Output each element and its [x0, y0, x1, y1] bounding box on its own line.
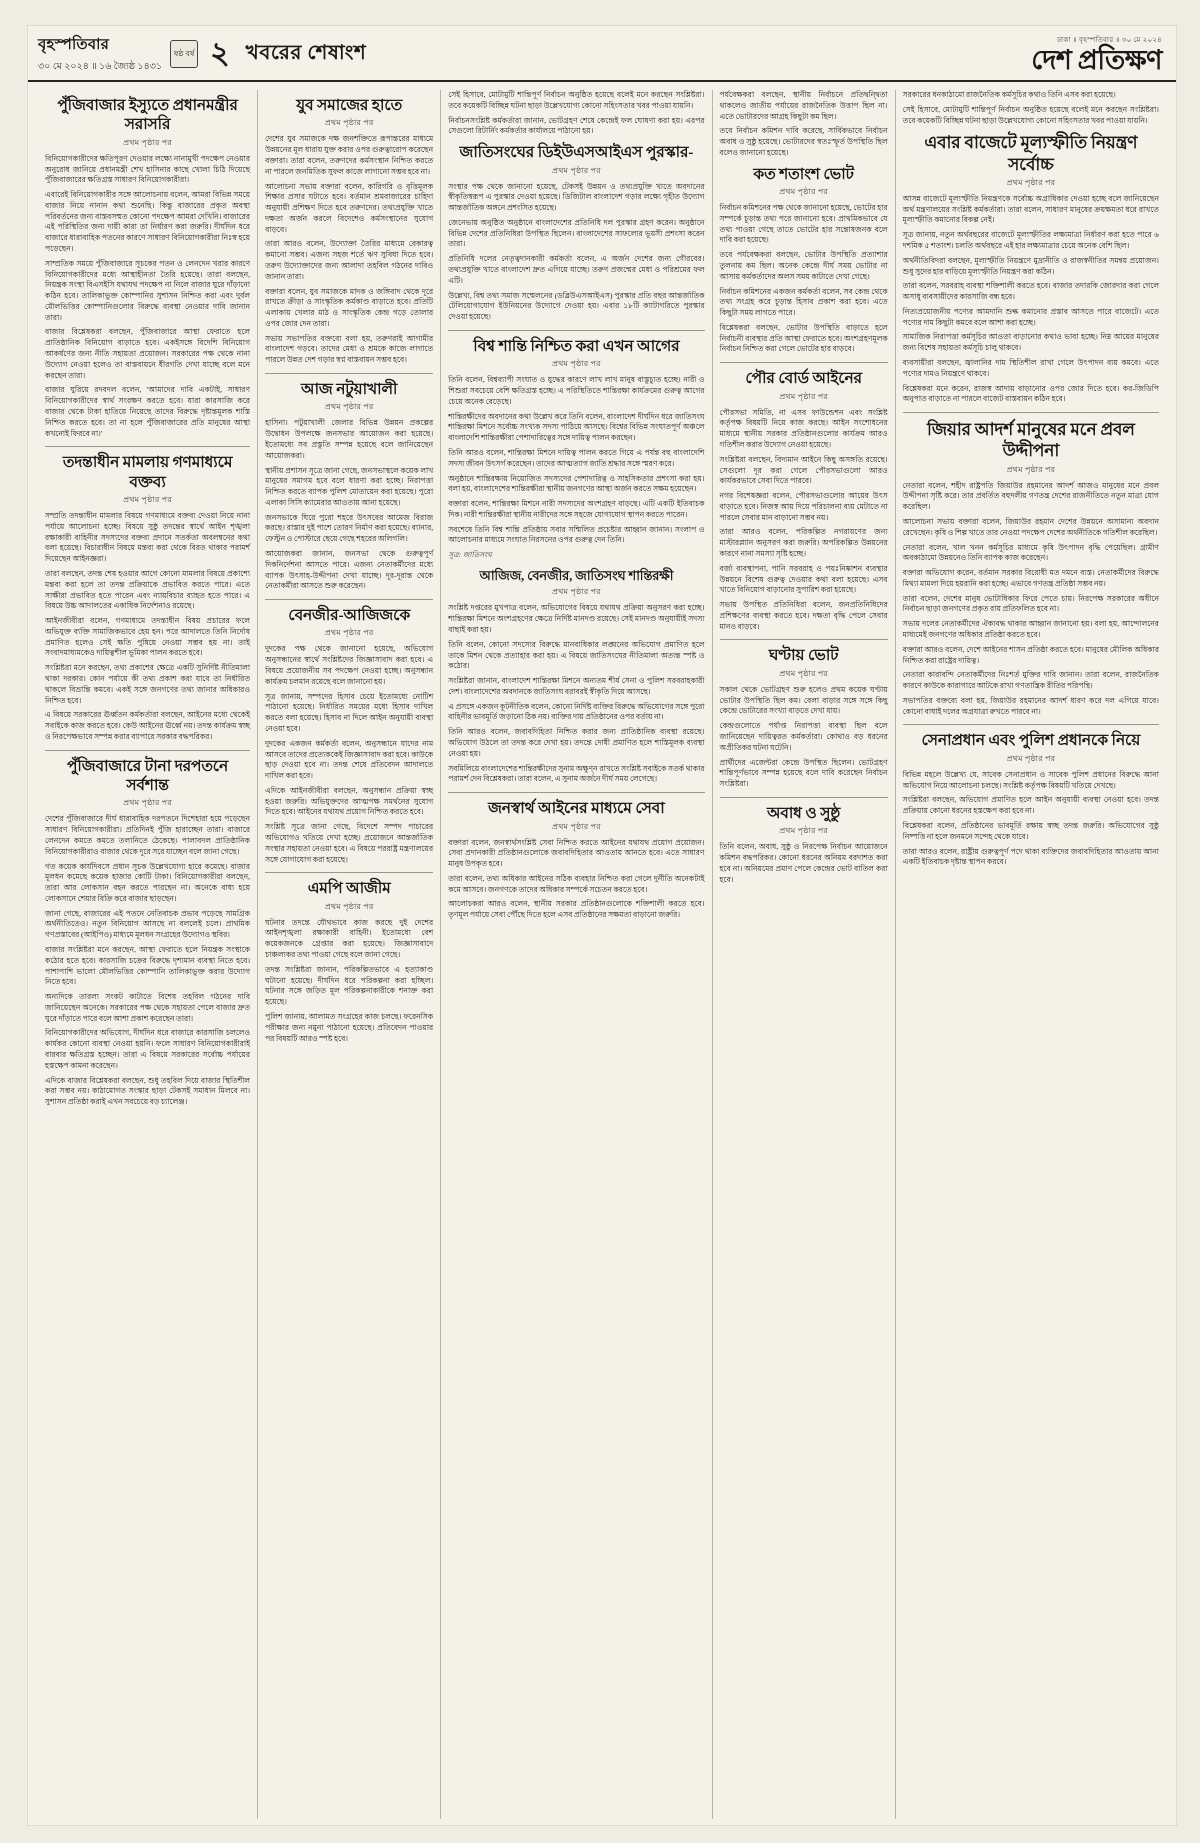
divider	[720, 797, 888, 798]
continuation-note: প্রথম পৃষ্ঠার পর	[1006, 177, 1056, 187]
paragraph: সভায় সভাপতির বক্তব্যে বলা হয়, তরুণরাই আগামীর বাংলাদেশ গড়বে। তাদের মেধা ও শ্রমকে কাজে লাগাতে পারলে উন্নত দেশ গড়ার স্বপ্ন বাস্তবায়ন সম্ভব হবে।	[265, 333, 434, 365]
paragraph: নির্বাচনসংশ্লিষ্ট কর্মকর্তারা জানান, ভোটগ্রহণ শেষে কেন্দ্রেই ফল ঘোষণা করা হয়। এরপর সেগুলো রিটার্নিং কর্মকর্তার কার্যালয়ে পাঠানো হয়।	[448, 115, 705, 136]
column-5	[896, 90, 1166, 1819]
paragraph: সংশ্লিষ্টরা বলছেন, অভিযোগ প্রমাণিত হলে আইন অনুযায়ী ব্যবস্থা নেওয়া হবে। তদন্ত প্রক্রিয়ায় কোনো ধরনের হস্তক্ষেপ করা হবে না।	[902, 795, 1159, 816]
headline: জাতিসংঘের ডিইউএসআইএস পুরস্কার-	[459, 144, 694, 162]
divider	[265, 872, 433, 873]
columns-container	[28, 82, 1176, 1825]
paragraph: গত কয়েক কার্যদিবসে প্রধান সূচক উল্লেখযোগ্য হারে কমেছে। বাজার মূলধন কমেছে কয়েক হাজার কোটি টাকা। বিনিয়োগকারীরা বলছেন, তারা আর লোকসান বহন করতে পারছেন না। অনেকে বাধ্য হয়ে লোকসানে শেয়ার বিক্রি করে বাজার ছাড়ছেন।	[45, 861, 251, 903]
paragraph: অন্যদিকে তারল্য সংকট কাটাতে বিশেষ তহবিল গঠনের দাবি জানিয়েছেন অনেকে। সরকারের পক্ষ থেকে সহায়তা পেলে বাজার দ্রুত ঘুরে দাঁড়াতে পারে বলে আশা প্রকাশ করেছেন তারা।	[45, 992, 251, 1023]
column-1	[38, 90, 258, 1819]
masthead-left	[38, 33, 366, 75]
divider	[448, 792, 704, 793]
paragraph: নির্বাচন কমিশনের একজন কর্মকর্তা বলেন, সব কেন্দ্র থেকে তথ্য সংগ্রহ করে চূড়ান্ত হিসাব প্রকাশ করা হবে। এতে কিছুটা সময় লাগতে পারে।	[719, 286, 888, 318]
continuation-note: প্রথম পৃষ্ঠার পর	[779, 391, 828, 401]
paragraph: সভায় দলের নেতাকর্মীদের ঐক্যবদ্ধ থাকার আহ্বান জানানো হয়। বলা হয়, আন্দোলনের মাধ্যমেই জনগণের অধিকার প্রতিষ্ঠা করতে হবে।	[902, 619, 1159, 639]
paragraph: আলোচনা সভায় বক্তারা বলেন, কারিগরি ও বৃত্তিমূলক শিক্ষার প্রসার ঘটাতে হবে। বর্তমান শ্রমবাজারের চাহিদা অনুযায়ী প্রশিক্ষণ দিতে হবে তরুণদের। তথ্যপ্রযুক্তি খাতে দক্ষতা অর্জন করলে বিদেশেও কর্মসংস্থানের সুযোগ বাড়বে।	[265, 181, 434, 234]
paragraph: নির্বাচন কমিশনের পক্ষ থেকে জানানো হয়েছে, ভোটের হার সম্পর্কে চূড়ান্ত তথ্য পরে জানানো হবে। প্রাথমিকভাবে যে তথ্য পাওয়া গেছে তাতে ভোটের হার সন্তোষজনক বলে দাবি করা হয়েছে।	[719, 203, 888, 245]
paragraph: জনসভাকে ঘিরে পুরো শহরে উৎসবের আমেজ বিরাজ করছে। রাস্তার দুই পাশে তোরণ নির্মাণ করা হয়েছে। ব্যানার, ফেস্টুন ও পোস্টারে ছেয়ে গেছে শহরের অলিগলি।	[265, 512, 434, 544]
paragraph: আয়োজকরা জানান, জনসভা থেকে গুরুত্বপূর্ণ দিকনির্দেশনা আসতে পারে। এজন্য নেতাকর্মীদের মধ্যে ব্যাপক উৎসাহ-উদ্দীপনা দেখা যাচ্ছে। দূর-দূরান্ত থেকে নেতাকর্মীরা আসতে শুরু করেছেন।	[265, 548, 434, 591]
paragraph: পুলিশ জানায়, আলামত সংগ্রহের কাজ চলছে। ফরেনসিক পরীক্ষার জন্য নমুনা পাঠানো হয়েছে। প্রতিবেদন পাওয়ার পর বিষয়টি আরও স্পষ্ট হবে।	[265, 1011, 434, 1043]
paragraph: তিনি বলেন, অবাধ, সুষ্ঠু ও নিরপেক্ষ নির্বাচন আয়োজনে কমিশন বদ্ধপরিকর। কোনো ধরনের অনিয়ম বরদাশত করা হবে না। অনিয়মের প্রমাণ পেলে কেন্দ্রের ভোট বাতিল করা হবে।	[719, 842, 888, 884]
headline: পুঁজিবাজারে টানা দরপতনে সর্বশান্ত	[67, 757, 229, 795]
continuation-note: প্রথম পৃষ্ঠার পর	[324, 118, 374, 128]
section-title: খবরের শেষাংশ	[245, 41, 367, 64]
paragraph: তারা বলেন, সরবরাহ ব্যবস্থা শক্তিশালী করতে হবে। বাজার তদারকি জোরদার করা গেলে অসাধু ব্যবসায়ীদের কারসাজি বন্ধ হবে।	[902, 281, 1159, 302]
paragraph: নেতারা বলেন, শহীদ রাষ্ট্রপতি জিয়াউর রহমানের আদর্শ আজও মানুষের মনে প্রবল উদ্দীপনা সৃষ্টি করে। তার প্রবর্তিত বহুদলীয় গণতন্ত্র দেশের রাজনীতিতে নতুন মাত্রা যোগ করেছিল।	[902, 480, 1159, 512]
paragraph: হাসিনা। পটুয়াখালী জেলার বিভিন্ন উন্নয়ন প্রকল্পের উদ্বোধন উপলক্ষে জনসভার আয়োজন করা হয়েছে। ইতোমধ্যে সব প্রস্তুতি সম্পন্ন হয়েছে বলে জানিয়েছেন আয়োজকরা।	[265, 418, 434, 460]
paragraph: দুদকের পক্ষ থেকে জানানো হয়েছে, অভিযোগ অনুসন্ধানের স্বার্থে সংশ্লিষ্টদের জিজ্ঞাসাবাদ করা হবে। এ বিষয়ে প্রয়োজনীয় সব পদক্ষেপ নেওয়া হচ্ছে। অনুসন্ধান কার্যক্রম চলমান রয়েছে বলে জানানো হয়।	[265, 644, 434, 686]
divider	[720, 639, 888, 640]
masthead-date: ৩০ মে ২০২৪ ॥ ১৬ জ্যৈষ্ঠ ১৪৩১	[38, 62, 163, 72]
paragraph: সকাল থেকে ভোটগ্রহণ শুরু হলেও প্রথম কয়েক ঘণ্টায় ভোটার উপস্থিতি ছিল কম। বেলা বাড়ার সঙ্গে সঙ্গে কিছু কেন্দ্রে ভোটারের সংখ্যা বাড়তে দেখা যায়।	[719, 684, 888, 716]
paragraph: আসন্ন বাজেটে মূল্যস্ফীতি নিয়ন্ত্রণকে সর্বোচ্চ অগ্রাধিকার দেওয়া হচ্ছে বলে জানিয়েছেন অর্থ মন্ত্রণালয়ের সংশ্লিষ্ট কর্মকর্তারা। তারা বলেন, সাধারণ মানুষের ক্রয়ক্ষমতা ধরে রাখতে মূল্যস্ফীতি কমানোর বিকল্প নেই।	[902, 193, 1159, 225]
paragraph: কেন্দ্রগুলোতে পর্যাপ্ত নিরাপত্তা ব্যবস্থা ছিল বলে জানিয়েছেন দায়িত্বরত কর্মকর্তারা। কোথাও বড় ধরনের অপ্রীতিকর ঘটনা ঘটেনি।	[719, 721, 888, 752]
divider	[265, 599, 433, 600]
paragraph: জেনেভায় অনুষ্ঠিত অনুষ্ঠানে বাংলাদেশের প্রতিনিধি দল পুরস্কার গ্রহণ করেন। অনুষ্ঠানে বিভিন্ন দেশের প্রতিনিধিরা উপস্থিত ছিলেন। বাংলাদেশের সাফল্যের ভূয়সী প্রশংসা করেন তারা।	[448, 217, 705, 249]
paragraph: শান্তিরক্ষীদের অবদানের কথা উল্লেখ করে তিনি বলেন, বাংলাদেশ দীর্ঘদিন ধরে জাতিসংঘ শান্তিরক্ষা মিশনে সর্বোচ্চ সংখ্যক সদস্য পাঠিয়ে আসছে। বিশ্বের বিভিন্ন সংঘাতপূর্ণ অঞ্চলে বাংলাদেশি শান্তিরক্ষীরা পেশাদারিত্বের সঙ্গে দায়িত্ব পালন করছেন।	[448, 411, 705, 443]
article-a4	[265, 96, 433, 366]
divider	[903, 412, 1159, 413]
paragraph: সূত্র জানায়, নতুন অর্থবছরের বাজেটে মূল্যস্ফীতির লক্ষ্যমাত্রা নির্ধারণ করা হতে পারে ৬ দশমিক ৫ শতাংশ। চলতি অর্থবছরে এই হার লক্ষ্যমাত্রার চেয়ে অনেক বেশি ছিল।	[902, 230, 1159, 250]
brand-subline: ঢাকা ॥ বৃহস্পতিবার ॥ ৩০ মে ২০২৪	[1057, 36, 1162, 44]
paragraph: বক্তারা বলেন, জনস্বার্থসংশ্লিষ্ট সেবা নিশ্চিত করতে আইনের যথাযথ প্রয়োগ প্রয়োজন। সেবা প্রদানকারী প্রতিষ্ঠানগুলোকে জবাবদিহিতার আওতায় আনতে হবে। এতে সাধারণ মানুষ উপকৃত হবে।	[448, 837, 705, 869]
headline: এমপি আজীম	[307, 880, 391, 898]
paragraph: পৌরসভা সমিতি, না এসব ফাউন্ডেশন এবং সংশ্লিষ্ট কর্তৃপক্ষ বিষয়টি নিয়ে কাজ করছে। আইন সংশোধনের মাধ্যমে স্থানীয় সরকার প্রতিষ্ঠানগুলোর কার্যক্রম আরও গতিশীল করার উদ্যোগ নেওয়া হয়েছে।	[719, 407, 888, 449]
paragraph: প্রার্থীদের এজেন্টরা কেন্দ্রে উপস্থিত ছিলেন। ভোটগ্রহণ শান্তিপূর্ণভাবে সম্পন্ন হয়েছে বলে দাবি করেছেন নির্বাচন সংশ্লিষ্টরা।	[719, 757, 888, 789]
divider	[903, 724, 1159, 725]
paragraph: তারা আরও বলেন, পরিকল্পিত নগরায়ণের জন্য মাস্টারপ্ল্যান অনুসরণ করা জরুরি। অপরিকল্পিত উন্নয়নের কারণে নানা সমস্যা সৃষ্টি হচ্ছে।	[719, 527, 888, 558]
continuation-note: প্রথম পৃষ্ঠার পর	[123, 495, 172, 505]
paragraph: প্রতিনিধি দলের নেতৃত্বদানকারী কর্মকর্তা বলেন, এ অর্জন দেশের জন্য গৌরবের। তথ্যপ্রযুক্তি খাতে বাংলাদেশ দ্রুত এগিয়ে যাচ্ছে। তরুণ প্রজন্মের মেধা ও পরিশ্রমের ফল এটি।	[448, 254, 705, 285]
paragraph: বিনিয়োগকারীদের অভিযোগ, দীর্ঘদিন ধরে বাজারে কারসাজি চললেও কার্যকর কোনো ব্যবস্থা নেওয়া হয়নি। ফলে সাধারণ বিনিয়োগকারীরাই বারবার ক্ষতিগ্রস্ত হচ্ছেন। তারা এ বিষয়ে সরকারের সর্বোচ্চ পর্যায়ের হস্তক্ষেপ কামনা করেছেন।	[45, 1028, 251, 1070]
divider	[448, 330, 704, 331]
paragraph: সংশ্লিষ্ট সূত্রে জানা গেছে, বিদেশে সম্পদ পাচারের অভিযোগও খতিয়ে দেখা হচ্ছে। প্রয়োজনে আন্তর্জাতিক সংস্থার সহায়তা নেওয়া হবে। এ বিষয়ে পররাষ্ট্র মন্ত্রণালয়ের সঙ্গে যোগাযোগ করা হয়েছে।	[265, 822, 434, 864]
continuation-note: প্রথম পৃষ্ঠার পর	[779, 826, 828, 836]
paragraph: তিনি আরও বলেন, জবাবদিহিতা নিশ্চিত করার জন্য প্রাতিষ্ঠানিক ব্যবস্থা রয়েছে। অভিযোগ উঠলে তা তদন্ত করে দেখা হয়। তদন্তে দোষী প্রমাণিত হলে শাস্তিমূলক ব্যবস্থা নেওয়া হয়।	[448, 727, 705, 758]
article-a8	[448, 143, 704, 323]
paragraph: বক্তারা অভিযোগ করেন, বর্তমান সরকার বিরোধী মত দমনে ব্যস্ত। নেতাকর্মীদের বিরুদ্ধে মিথ্যা মামলা দিয়ে হয়রানি করা হচ্ছে। এভাবে গণতন্ত্র প্রতিষ্ঠা সম্ভব নয়।	[902, 568, 1159, 588]
paragraph: ব্যবসায়ীরা বলছেন, জ্বালানির দাম স্থিতিশীল রাখা গেলে উৎপাদন ব্যয় কমবে। এতে পণ্যের দামও নিয়ন্ত্রণে থাকবে।	[902, 358, 1159, 378]
paragraph: বিশ্লেষকরা মনে করেন, রাজস্ব আদায় বাড়ানোর ওপর জোর দিতে হবে। কর-জিডিপি অনুপাত বাড়াতে না পারলে বাজেট বাস্তবায়ন কঠিন হবে।	[902, 383, 1159, 404]
masthead-day: বৃহস্পতিবার	[38, 37, 110, 53]
paragraph: সংশ্লিষ্ট দপ্তরের মুখপাত্র বলেন, অভিযোগের বিষয়ে যথাযথ প্রক্রিয়া অনুসরণ করা হচ্ছে। শান্তিরক্ষা মিশনে অংশগ্রহণের ক্ষেত্রে নির্দিষ্ট মানদণ্ড রয়েছে। সেই মানদণ্ড অনুযায়ীই সদস্য বাছাই করা হয়।	[448, 603, 705, 634]
divider	[45, 750, 250, 751]
page-sheet	[28, 26, 1176, 1825]
continuation-note: প্রথম পৃষ্ঠার পর	[551, 587, 601, 597]
paragraph: বাজার সংশ্লিষ্টরা মনে করছেন, আস্থা ফেরাতে হলে নিয়ন্ত্রক সংস্থাকে কঠোর হতে হবে। কারসাজি চক্রের বিরুদ্ধে দৃশ্যমান ব্যবস্থা নিতে হবে। পাশাপাশি ভালো মৌলভিত্তির কোম্পানি তালিকাভুক্ত করার উদ্যোগ নিতে হবে।	[45, 945, 251, 987]
continuation-note: প্রথম পৃষ্ঠার পর	[551, 821, 601, 831]
headline: কত শতাংশ ভোট	[753, 165, 854, 183]
continuation-note: প্রথম পৃষ্ঠার পর	[779, 668, 828, 678]
paragraph: সামাজিক নিরাপত্তা কর্মসূচির আওতা বাড়ানোর কথাও ভাবা হচ্ছে। নিম্ন আয়ের মানুষের জন্য বিশেষ সহায়তা কর্মসূচি চালু থাকবে।	[902, 332, 1159, 353]
article-a10	[448, 568, 704, 785]
paragraph: পর্যবেক্ষকরা বলছেন, স্থানীয় নির্বাচনে প্রতিদ্বন্দ্বিতা থাকলেও জাতীয় পর্যায়ের রাজনৈতিক উত্তাপ ছিল না। এতে ভোটারদের আগ্রহ কিছুটা কম ছিল।	[719, 90, 888, 121]
paragraph: সভায় উপস্থিত প্রতিনিধিরা বলেন, জনপ্রতিনিধিদের প্রশিক্ষণের ব্যবস্থা করতে হবে। দক্ষতা বৃদ্ধি পেলে সেবার মানও বাড়বে।	[719, 600, 888, 631]
continuation-note: প্রথম পৃষ্ঠার পর	[324, 901, 374, 911]
divider	[45, 446, 250, 447]
article-a3	[45, 757, 250, 1108]
divider	[265, 373, 433, 374]
masthead-right	[1031, 34, 1162, 74]
headline: তদন্তাধীন মামলায় গণমাধ্যমে বক্তব্য	[62, 454, 233, 491]
paragraph: নেতারা কারাবন্দি নেতাকর্মীদের নিঃশর্ত মুক্তির দাবি জানান। তারা বলেন, রাজনৈতিক কারণে কাউকে কারাগারে আটকে রাখা গণতান্ত্রিক রীতির পরিপন্থি।	[902, 670, 1159, 691]
paragraph: বিনিয়োগকারীদের ক্ষতিপূরণ দেওয়ার লক্ষ্যে নানামুখী পদক্ষেপ নেওয়ার অনুরোধ জানিয়ে প্রধানমন্ত্রী শেখ হাসিনার কাছে খোলা চিঠি দিয়েছে পুঁজিবাজারের ক্ষতিগ্রস্ত সাধারণ বিনিয়োগকারীরা।	[45, 153, 251, 185]
headline: বেনজীর-আজিজকে	[288, 607, 410, 625]
paragraph: অর্থনীতিবিদরা বলছেন, মূল্যস্ফীতি নিয়ন্ত্রণে মুদ্রানীতি ও রাজস্বনীতির সমন্বয় প্রয়োজন। শুধু সুদের হার বাড়িয়ে মূল্যস্ফীতি নিয়ন্ত্রণ করা কঠিন।	[902, 255, 1159, 276]
paragraph: এ বিষয়ে সরকারের ঊর্ধ্বতন কর্মকর্তারা বলছেন, আইনের মধ্যে থেকেই সবাইকে কাজ করতে হবে। কেউ আইনের ঊর্ধ্বে নয়। তদন্ত কার্যক্রম স্বচ্ছ ও নিরপেক্ষভাবে সম্পন্ন করার ব্যাপারে সরকার বদ্ধপরিকর।	[45, 710, 251, 741]
article-a11	[448, 799, 704, 921]
paragraph: তদন্ত সংশ্লিষ্টরা জানান, পরিকল্পিতভাবে এ হত্যাকাণ্ড ঘটানো হয়েছে। দীর্ঘদিন ধরে পরিকল্পনা করা হচ্ছিল। ঘটনার সঙ্গে জড়িত মূল পরিকল্পনাকারীকে শনাক্ত করা হয়েছে।	[265, 964, 434, 1007]
paragraph: ঘটনার তদন্তে যৌথভাবে কাজ করছে দুই দেশের আইনশৃঙ্খলা রক্ষাকারী বাহিনী। ইতোমধ্যে বেশ কয়েকজনকে গ্রেপ্তার করা হয়েছে। জিজ্ঞাসাবাদে চাঞ্চল্যকর তথ্য পাওয়া গেছে বলে জানা গেছে।	[265, 917, 434, 960]
paragraph: সেই হিসাবে, মোটামুটি শান্তিপূর্ণ নির্বাচন অনুষ্ঠিত হয়েছে বলেই মনে করছেন সংশ্লিষ্টরা। তবে কয়েকটি বিচ্ছিন্ন ঘটনা ছাড়া উল্লেখযোগ্য কোনো সহিংসতার খবর পাওয়া যায়নি।	[902, 104, 1159, 125]
paragraph: এ প্রসঙ্গে একজন কূটনীতিক বলেন, কোনো নির্দিষ্ট ব্যক্তির বিরুদ্ধে অভিযোগের সঙ্গে পুরো বাহিনীর ভাবমূর্তি জড়ানো ঠিক নয়। ব্যক্তির দায় প্রতিষ্ঠানের ওপর বর্তায় না।	[448, 701, 705, 722]
paragraph: সূত্র জানায়, সম্পদের হিসাব চেয়ে ইতোমধ্যে নোটিশ পাঠানো হয়েছে। নির্ধারিত সময়ের মধ্যে হিসাব দাখিল করতে বলা হয়েছে। হিসাব না দিলে আইন অনুযায়ী ব্যবস্থা নেওয়া হবে।	[265, 691, 434, 733]
headline: এবার বাজেটে মূল্যস্ফীতি নিয়ন্ত্রণ সর্বোচ্চ	[924, 133, 1138, 174]
article-a6	[265, 606, 433, 865]
paragraph: তিনি বলেন, কোনো সদস্যের বিরুদ্ধে মানবাধিকার লঙ্ঘনের অভিযোগ প্রমাণিত হলে তাকে মিশন থেকে প্রত্যাহার করা হয়। এ বিষয়ে জাতিসংঘের নীতিমালা অত্যন্ত স্পষ্ট ও কঠোর।	[448, 639, 705, 671]
article-a1	[45, 96, 250, 439]
paragraph: সভাপতির বক্তব্যে বলা হয়, জিয়াউর রহমানের আদর্শ ধারণ করে দল এগিয়ে যাবে। কোনো বাধাই দলের অগ্রযাত্রা রুখতে পারবে না।	[902, 695, 1159, 716]
column-3	[441, 90, 712, 1819]
paragraph: সংশ্লিষ্টরা জানান, বাংলাদেশ শান্তিরক্ষা মিশনে অন্যতম শীর্ষ সেনা ও পুলিশ সরবরাহকারী দেশ। বাংলাদেশের অবদানকে জাতিসংঘ বরাবরই স্বীকৃতি দিয়ে আসছে।	[448, 676, 705, 696]
paragraph: নিত্যপ্রয়োজনীয় পণ্যের আমদানি শুল্ক কমানোর প্রস্তাব আসতে পারে বাজেটে। এতে পণ্যের দাম কিছুটা কমবে বলে আশা করা হচ্ছে।	[902, 306, 1159, 327]
continuation-note: প্রথম পৃষ্ঠার পর	[1006, 464, 1056, 474]
article-a5	[265, 380, 433, 592]
headline: আজ নটুয়াখালী	[301, 381, 398, 398]
article-a9	[448, 337, 704, 562]
paragraph: তবে নির্বাচন কমিশন দাবি করেছে, সার্বিকভাবে নির্বাচন অবাধ ও সুষ্ঠু হয়েছে। ভোটারদের স্বতঃস্ফূর্ত উপস্থিতি ছিল বলেও জানানো হয়েছে।	[719, 126, 888, 157]
paragraph: উল্লেখ্য, বিশ্ব তথ্য সমাজ সম্মেলনের (ডব্লিউএসআইএস) পুরস্কার প্রতি বছর আন্তর্জাতিক টেলিযোগাযোগ ইউনিয়নের উদ্যোগে দেওয়া হয়। এবার ১৮টি ক্যাটাগরিতে পুরস্কার দেওয়া হয়েছে।	[448, 290, 705, 322]
article-a7	[265, 879, 433, 1044]
paragraph: তারা আরও বলেন, উদ্যোক্তা তৈরির মাধ্যমে বেকারত্ব কমানো সম্ভব। এজন্য সহজ শর্তে ঋণ সুবিধা দিতে হবে। তরুণ উদ্যোক্তাদের জন্য আলাদা তহবিল গঠনের দাবিও জানান তারা।	[265, 239, 434, 281]
paragraph: তবে পর্যবেক্ষকরা বলছেন, ভোটার উপস্থিতি প্রত্যাশার তুলনায় কম ছিল। অনেক কেন্দ্রে দীর্ঘ সময় ভোটার না আসায় কর্মকর্তাদের অলস সময় কাটাতে দেখা গেছে।	[719, 250, 888, 281]
paragraph: তারা আরও বলেন, রাষ্ট্রীয় গুরুত্বপূর্ণ পদে থাকা ব্যক্তিদের জবাবদিহিতার আওতায় আনা একটি ইতিবাচক দৃষ্টান্ত স্থাপন করবে।	[902, 846, 1159, 867]
continuation-note: প্রথম পৃষ্ঠার পর	[324, 628, 374, 638]
article-a14	[720, 646, 888, 789]
paragraph: অনুষ্ঠানে শান্তিরক্ষায় নিয়োজিত সদস্যদের পেশাদারিত্ব ও সাহসিকতার প্রশংসা করা হয়। বলা হয়, বাংলাদেশের শান্তিরক্ষীরা স্থানীয় জনগণের আস্থা অর্জন করতে সক্ষম হয়েছেন।	[448, 473, 705, 494]
paragraph: দেশের পুঁজিবাজারে দীর্ঘ ধারাবাহিক দরপতনে দিশেহারা হয়ে পড়েছেন সাধারণ বিনিয়োগকারীরা। প্রতিদিনই পুঁজি হারাচ্ছেন তারা। বাজারে লেনদেন কমতে কমতে তলানিতে ঠেকেছে। পালাবদল প্রাতিষ্ঠানিক বিনিয়োগকারীরাও বাজার থেকে দূরে সরে যাচ্ছেন বলে জানা গেছে।	[45, 814, 251, 856]
paragraph: তিনি বলেন, বিশ্বব্যাপী সংঘাত ও যুদ্ধের কারণে লাখ লাখ মানুষ বাস্তুচ্যুত হচ্ছে। নারী ও শিশুরা সবচেয়ে বেশি ক্ষতিগ্রস্ত হচ্ছে। এ পরিস্থিতিতে শান্তিরক্ষা কার্যক্রমের গুরুত্ব আগের চেয়ে অনেক বেড়েছে।	[448, 375, 705, 406]
paragraph: সবমিলিয়ে বাংলাদেশের শান্তিরক্ষীদের সুনাম অক্ষুণ্ন রাখতে সংশ্লিষ্ট সবাইকে সতর্ক থাকার পরামর্শ দেন বিশ্লেষকরা। তারা বলেন, এ সুনাম অর্জনে দীর্ঘ সময় লেগেছে।	[448, 763, 705, 784]
paragraph: বিভিন্ন মহলে উল্লেখ্য যে, সাবেক সেনাপ্রধান ও সাবেক পুলিশ প্রধানের বিরুদ্ধে আনা অভিযোগ নিয়ে আলোচনা চলছে। সংশ্লিষ্ট কর্তৃপক্ষ বিষয়টি খতিয়ে দেখছে।	[902, 769, 1159, 790]
paragraph: তিনি আরও বলেন, শান্তিরক্ষা মিশনে দায়িত্ব পালন করতে গিয়ে এ পর্যন্ত বহু বাংলাদেশি সদস্য জীবন উৎসর্গ করেছেন। তাদের আত্মত্যাগ জাতি শ্রদ্ধার সঙ্গে স্মরণ করে।	[448, 447, 705, 468]
article-a15	[720, 804, 888, 886]
article-a2	[45, 453, 250, 742]
headline: পুঁজিবাজার ইস্যুতে প্রধানমন্ত্রীর সরাসরি	[57, 97, 238, 134]
paragraph: বক্তারা বলেন, যুব সমাজকে মাদক ও জঙ্গিবাদ থেকে দূরে রাখতে ক্রীড়া ও সাংস্কৃতিক কর্মকাণ্ড বাড়াতে হবে। প্রতিটি এলাকায় খেলার মাঠ ও সাংস্কৃতিক কেন্দ্র গড়ে তোলার ওপর জোর দেন তারা।	[265, 286, 434, 328]
masthead	[28, 26, 1176, 82]
paragraph: বাজার ঘুরিয়ে রদবদল বলেন, 'আমাদের দাবি একটাই, সাধারণ বিনিয়োগকারীদের স্বার্থ সংরক্ষণ করতে হবে। যারা কারসাজি করে বাজার থেকে টাকা হাতিয়ে নিয়েছে তাদের বিরুদ্ধে দৃষ্টান্তমূলক শাস্তি নিশ্চিত করতে হবে। তা না হলে পুঁজিবাজারের প্রতি মানুষের আস্থা কখনোই ফিরবে না।'	[45, 385, 251, 438]
paragraph: জানা গেছে, বাজারের এই পতনে নেতিবাচক প্রভাব পড়েছে সামগ্রিক অর্থনীতিতেও। নতুন বিনিয়োগ আসছে না বললেই চলে। প্রাথমিক গণপ্রস্তাবের (আইপিও) মাধ্যমে মূলধন সংগ্রহের উদ্যোগও স্থবির।	[45, 908, 251, 940]
masthead-daybox	[38, 33, 162, 75]
headline: আজিজ, বেনজীর, জাতিসংঘ শান্তিরক্ষী	[479, 568, 674, 584]
headline: জিয়ার আদর্শ মানুষের মনে প্রবল উদ্দীপনা	[926, 420, 1135, 461]
paragraph: তারা বলেন, দেশের মানুষ ভোটাধিকার ফিরে পেতে চায়। নিরপেক্ষ সরকারের অধীনে নির্বাচন ছাড়া জনগণের প্রকৃত রায় প্রতিফলিত হবে না।	[902, 593, 1159, 614]
paragraph: তারা বলেন, তথ্য অধিকার আইনের সঠিক ব্যবহার নিশ্চিত করা গেলে দুর্নীতি অনেকটাই কমে আসবে। জনগণকে তাদের অধিকার সম্পর্কে সচেতন করতে হবে।	[448, 873, 705, 894]
paragraph: সবশেষে তিনি বিশ্ব শান্তি প্রতিষ্ঠায় সবার সম্মিলিত প্রচেষ্টার আহ্বান জানান। সংলাপ ও আলোচনার মাধ্যমে সংঘাত নিরসনের ওপর গুরুত্ব দেন তিনি।	[448, 524, 705, 545]
paragraph: নেতারা বলেন, খাল খনন কর্মসূচির মাধ্যমে কৃষি উৎপাদন বৃদ্ধি পেয়েছিল। গ্রামীণ অবকাঠামো উন্নয়নেও তিনি ব্যাপক কাজ করেছেন।	[902, 542, 1159, 563]
paragraph: দুদকের একজন কর্মকর্তা বলেন, অনুসন্ধানে যাদের নাম আসবে তাদের প্রত্যেককেই জিজ্ঞাসাবাদ করা হবে। কাউকে ছাড় দেওয়া হবে না। তদন্ত শেষে প্রতিবেদন আদালতে দাখিল করা হবে।	[265, 738, 434, 781]
paragraph: আলোচনা সভায় বক্তারা বলেন, জিয়াউর রহমান দেশের উন্নয়নে অসামান্য অবদান রেখেছেন। কৃষি ও শিল্প খাতে তার নেওয়া পদক্ষেপ দেশের অর্থনীতিকে গতিশীল করেছিল।	[902, 516, 1159, 537]
paragraph: নগর বিশেষজ্ঞরা বলেন, পৌরসভাগুলোর আয়ের উৎস বাড়াতে হবে। নিজস্ব আয় দিয়ে পরিচালনা ব্যয় মেটাতে না পারলে সেবার মান বাড়ানো সম্ভব নয়।	[719, 491, 888, 522]
headline: বিশ্ব শান্তি নিশ্চিত করা এখন আগের	[473, 337, 680, 355]
continuation-note: প্রথম পৃষ্ঠার পর	[123, 137, 172, 147]
paragraph: আইনজীবীরা বলেন, গণমাধ্যমে তদন্তাধীন বিষয় প্রচারের ফলে অভিযুক্ত ব্যক্তি সামাজিকভাবে হেয় হন। পরে আদালতে তিনি নির্দোষ প্রমাণিত হলেও সেই ক্ষতি পুষিয়ে নেওয়া সম্ভব হয় না। তাই সংবাদমাধ্যমকেও দায়িত্বশীল ভূমিকা পালন করতে হবে।	[45, 616, 251, 658]
page-number: ২	[210, 37, 230, 70]
paragraph: এদিকে আইনজীবীরা বলছেন, অনুসন্ধান প্রক্রিয়া স্বচ্ছ হওয়া জরুরি। অভিযুক্তদের আত্মপক্ষ সমর্থনের সুযোগ দিতে হবে। আইনের যথাযথ প্রয়োগ নিশ্চিত করতে হবে।	[265, 785, 434, 817]
headline: পৌর বোর্ড আইনের	[745, 370, 862, 388]
headline: জনস্বাৰ্থ আইনের মাধ্যমে সেবা	[488, 800, 665, 818]
article-a18	[903, 731, 1159, 868]
paragraph: বর্জ্য ব্যবস্থাপনা, পানি সরবরাহ ও পয়ঃনিষ্কাশন ব্যবস্থার উন্নয়নে বিশেষ গুরুত্ব দেওয়ার কথা বলা হয়েছে। এসব খাতে বিনিয়োগ বাড়ানোর সুপারিশ করা হয়েছে।	[719, 563, 888, 595]
paragraph: আলোচকরা আরও বলেন, স্থানীয় সরকার প্রতিষ্ঠানগুলোকে শক্তিশালী করতে হবে। তৃণমূল পর্যায়ে সেবা পৌঁছে দিতে হলে এসব প্রতিষ্ঠানের সক্ষমতা বাড়ানো জরুরি।	[448, 899, 705, 920]
paragraph: স্থানীয় প্রশাসন সূত্রে জানা গেছে, জনসভাস্থলে কয়েক লাখ মানুষের সমাগম হবে বলে ধারণা করা হচ্ছে। নিরাপত্তা নিশ্চিত করতে ব্যাপক পুলিশ মোতায়েন করা হয়েছে। পুরো এলাকা সিসি ক্যামেরার আওতায় আনা হয়েছে।	[265, 465, 434, 507]
headline: অবাধ ও সুষ্ঠু	[767, 804, 841, 822]
paragraph: সংস্থার পক্ষ থেকে জানানো হয়েছে, টেকসই উন্নয়ন ও তথ্যপ্রযুক্তি খাতে অবদানের স্বীকৃতিস্বরূপ এ পুরস্কার দেওয়া হয়েছে। ডিজিটাল বাংলাদেশ গড়ার লক্ষ্যে গৃহীত উদ্যোগ আন্তর্জাতিক অঙ্গনে প্রশংসিত হয়েছে।	[448, 181, 705, 213]
paragraph: এবারেই বিনিয়োগকারীর সঙ্গে আলোচনায় বলেন, আমরা বিভিন্ন সময়ে বাজার নিয়ে নানান কথা শুনেছি। কিন্তু বাজারের প্রকৃত অবস্থা পরিবর্তনের জন্য বাস্তবসম্মত কোনো পদক্ষেপ আমরা দেখিনি। বাজারের এই পরিস্থিতির জন্য দায়ী কারা তা নির্ধারণ করা জরুরি। দীর্ঘদিন ধরে বাজারে ধারাবাহিক পতনের কারণে সাধারণ বিনিয়োগকারীরা নিঃস্ব হয়ে পড়েছেন।	[45, 190, 251, 253]
continuation-note: প্রথম পৃষ্ঠার পর	[551, 359, 601, 369]
headline: সেনাপ্রধান এবং পুলিশ প্রধানকে নিয়ে	[921, 732, 1141, 750]
divider	[720, 362, 888, 363]
continuation-note: প্রথম পৃষ্ঠার পর	[324, 402, 374, 412]
continuation-note: প্রথম পৃষ্ঠার পর	[1006, 753, 1056, 763]
paragraph: সম্প্রতি তদন্তাধীন মামলার বিষয়ে গণমাধ্যমে বক্তব্য দেওয়া নিয়ে নানা পর্যায়ে আলোচনা হচ্ছে। বিষয়ে সুষ্ঠু তদন্তের স্বার্থে আইন শৃঙ্খলা রক্ষাকারী বাহিনীর সদস্যদের বক্তব্য প্রদানে সতর্কতা অবলম্বনের কথা বলা হয়েছে। বিচারাধীন বিষয়ে মন্তব্য করা থেকে বিরত থাকার পরামর্শ দিয়েছেন আইনজ্ঞরা।	[45, 511, 251, 564]
continuation-note: প্রথম পৃষ্ঠার পর	[123, 798, 172, 808]
article-a12	[720, 165, 888, 356]
paragraph: সরকারের ধনকাঠামো রাজনৈতিক কর্মসূচির কথাও তিনি এসব করা হয়েছে।	[902, 90, 1116, 99]
article-a16	[903, 132, 1159, 405]
paragraph: সাম্প্রতিক সময়ে পুঁজিবাজারে সূচকের পতন ও লেনদেন খরার কারণে বিনিয়োগকারীদের মধ্যে আস্থাহীনতা তৈরি হয়েছে। তারা বলছেন, নিয়ন্ত্রক সংস্থা বিএসইসি যথাযথ পদক্ষেপ না নিলে বাজার ঘুরে দাঁড়ানো কঠিন হবে। তালিকাভুক্ত কোম্পানির সুশাসন নিশ্চিত করা এবং দুর্বল মৌলভিত্তির কোম্পানিগুলোর বিরুদ্ধে ব্যবস্থা নেওয়ার দাবি জানান তারা।	[45, 258, 251, 322]
column-2	[258, 90, 441, 1819]
source-line: সূত্র: জাতিসংঘ	[448, 550, 492, 560]
paragraph: এদিকে বাজার বিশ্লেষকরা বলছেন, শুধু তহবিল দিয়ে বাজার স্থিতিশীল করা সম্ভব নয়। কাঠামোগত সংস্কার ছাড়া টেকসই সমাধান মিলবে না। সুশাসন প্রতিষ্ঠা করাই এখন সবচেয়ে বড় চ্যালেঞ্জ।	[45, 1075, 251, 1107]
column-4	[713, 90, 896, 1819]
paragraph: বক্তারা বলেন, শান্তিরক্ষা মিশনে নারী সদস্যদের অংশগ্রহণ বাড়ছে। এটি একটি ইতিবাচক দিক। নারী শান্তিরক্ষীরা স্থানীয় নারীদের সঙ্গে সহজে যোগাযোগ স্থাপন করতে পারেন।	[448, 499, 705, 519]
brand-logo: দেশ প্রতিক্ষণ	[1031, 45, 1162, 75]
paragraph: তারা বলছেন, তদন্ত শেষ হওয়ার আগে কোনো মামলার বিষয়ে প্রকাশ্যে মন্তব্য করা হলে তা তদন্ত প্রক্রিয়াকে প্রভাবিত করতে পারে। এতে সাক্ষীরা প্রভাবিত হতে পারেন এবং ন্যায়বিচার ব্যাহত হতে পারে। এ বিষয়ে উচ্চ আদালতের একাধিক নির্দেশনাও রয়েছে।	[45, 568, 251, 611]
paragraph: বিশ্লেষকরা বলছেন, ভোটার উপস্থিতি বাড়াতে হলে নির্বাচনী ব্যবস্থার প্রতি আস্থা ফেরাতে হবে। অংশগ্রহণমূলক নির্বাচন নিশ্চিত করা গেলে ভোটের হার বাড়বে।	[719, 322, 888, 354]
continuation-note: প্রথম পৃষ্ঠার পর	[551, 165, 601, 175]
paragraph: দেশের যুব সমাজকে দক্ষ জনশক্তিতে রূপান্তরের মাধ্যমে উন্নয়নের মূল ধারায় যুক্ত করার ওপর গুরুত্বারোপ করেছেন বক্তারা। তারা বলেন, তরুণদের কর্মসংস্থান নিশ্চিত করতে না পারলে জনমিতিক সুফল কাজে লাগানো সম্ভব হবে না।	[265, 134, 434, 176]
headline: ঘণ্টায় ভোট	[768, 647, 839, 665]
article-a13	[720, 369, 888, 632]
paragraph: সেই হিসাবে, মোটামুটি শান্তিপূর্ণ নির্বাচন অনুষ্ঠিত হয়েছে বলেই মনে করছেন সংশ্লিষ্টরা। তবে কয়েকটি বিচ্ছিন্ন ঘটনা ছাড়া উল্লেখযোগ্য কোনো সহিংসতার খবর পাওয়া যায়নি।	[448, 90, 705, 110]
paragraph: বাজার বিশ্লেষকরা বলছেন, পুঁজিবাজারে আস্থা ফেরাতে হলে প্রাতিষ্ঠানিক বিনিয়োগ বাড়াতে হবে। একইসঙ্গে বিদেশি বিনিয়োগ আকর্ষণের জন্য নীতি সহায়তা প্রয়োজন। সরকারের পক্ষ থেকে নানা উদ্যোগ নেওয়া হলেও তা বাস্তবায়নে ধীরগতি দেখা যাচ্ছে বলে মনে করছেন তারা।	[45, 327, 251, 380]
paragraph: সংশ্লিষ্টরা বলছেন, বিদ্যমান আইনে কিছু অসঙ্গতি রয়েছে। সেগুলো দূর করা গেলে পৌরসভাগুলো আরও কার্যকরভাবে সেবা দিতে পারবে।	[719, 454, 888, 486]
headline: যুব সমাজের হাতে	[296, 97, 403, 114]
masthead-stamp-icon: ষষ্ঠ বর্ষ	[170, 40, 198, 68]
paragraph: সংশ্লিষ্টরা মনে করছেন, তথ্য প্রকাশের ক্ষেত্রে একটি সুনির্দিষ্ট নীতিমালা থাকা দরকার। কোন পর্যায়ে কী তথ্য প্রকাশ করা যাবে তা নির্ধারিত থাকলে বিভ্রান্তি কমবে। একই সঙ্গে জনগণের তথ্য জানার অধিকারও নিশ্চিত হবে।	[45, 663, 251, 705]
paragraph: বিশ্লেষকরা বলেন, প্রতিষ্ঠানের ভাবমূর্তি রক্ষায় স্বচ্ছ তদন্ত জরুরি। অভিযোগের সুষ্ঠু নিষ্পত্তি না হলে জনমনে সন্দেহ থেকে যাবে।	[902, 820, 1159, 841]
article-a17	[903, 419, 1159, 717]
continuation-note: প্রথম পৃষ্ঠার পর	[779, 187, 828, 197]
paragraph: বক্তারা আরও বলেন, দেশে আইনের শাসন প্রতিষ্ঠা করতে হবে। মানুষের মৌলিক অধিকার নিশ্চিত করা রাষ্ট্রের দায়িত্ব।	[902, 644, 1159, 665]
